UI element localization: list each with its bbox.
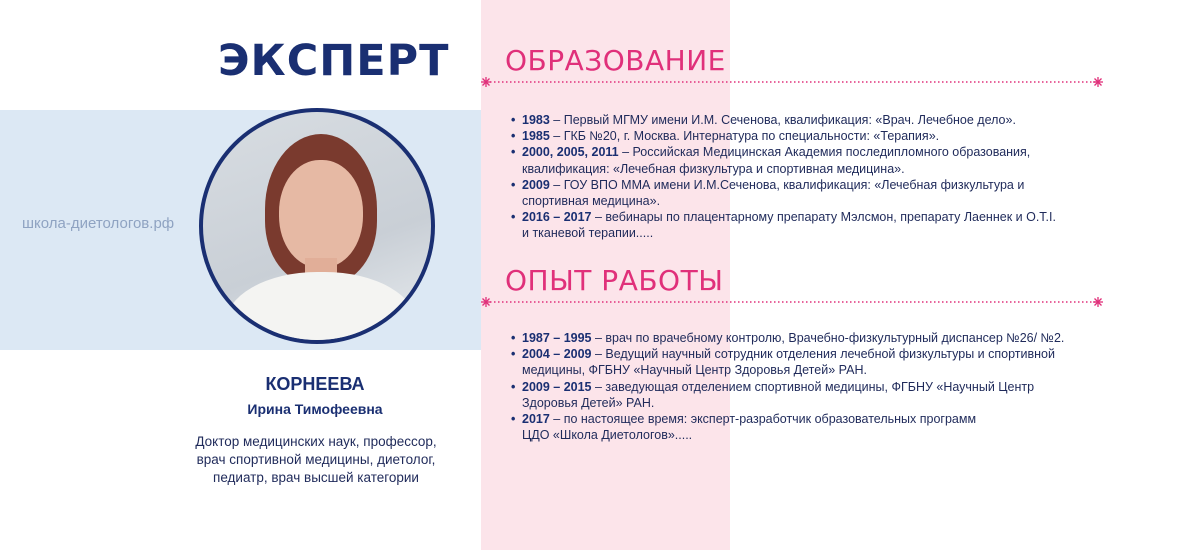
list-item: • 2017 – по настоящее время: эксперт-разработчик образовательных программ ЦДО «Школа Диетологов».....	[522, 411, 1064, 443]
expert-description	[180, 433, 452, 487]
expert-surname: КОРНЕЕВА	[265, 374, 365, 394]
experience-divider	[480, 296, 1104, 308]
list-item: • 2016 – 2017 – вебинары по плацентарному препарату Мэлсмон, препарату Лаеннек и O.T.I. и тканевой терапии.....	[522, 209, 1056, 241]
experience-title: ОПЫТ РАБОТЫ	[505, 264, 724, 297]
education-divider	[480, 76, 1104, 88]
list-item: • 1987 – 1995 – врач по врачебному контролю, Врачебно-физкультурный диспансер №26/ №2.	[522, 330, 1064, 346]
list-item: • 2004 – 2009 – Ведущий научный сотрудник отделения лечебной физкультуры и спортивной медицины, ФГБНУ «Научный Центр Здоровья Детей» РАН.	[522, 346, 1064, 378]
description-line: Доктор медицинских наук, профессор,	[195, 434, 437, 449]
experience-list	[522, 330, 1064, 443]
list-item: • 1983 – Первый МГМУ имени И.М. Сеченова, квалификация: «Врач. Лечебное дело».	[522, 112, 1056, 128]
page-heading: ЭКСПЕРТ	[218, 36, 450, 86]
education-list	[522, 112, 1056, 242]
list-item: • 2000, 2005, 2011 – Российская Медицинская Академия последипломного образования, квалификация: «Лечебная физкультура и спортивная медицина».	[522, 144, 1056, 176]
list-item: • 2009 – ГОУ ВПО ММА имени И.М.Сеченова, квалификация: «Лечебная физкультура и спортивная медицина».	[522, 177, 1056, 209]
list-item: • 1985 – ГКБ №20, г. Москва. Интернатура по специальности: «Терапия».	[522, 128, 1056, 144]
expert-photo	[199, 108, 435, 344]
photo-coat	[225, 272, 417, 344]
list-item: • 2009 – 2015 – заведующая отделением спортивной медицины, ФГБНУ «Научный Центр Здоровья Детей» РАН.	[522, 379, 1064, 411]
photo-face	[279, 160, 363, 268]
expert-name: Ирина Тимофеевна	[247, 401, 383, 417]
site-url: школа-диетологов.рф	[22, 215, 175, 232]
description-line: врач спортивной медицины, диетолог,	[196, 452, 436, 467]
education-title: ОБРАЗОВАНИЕ	[505, 44, 726, 77]
description-line: педиатр, врач высшей категории	[213, 470, 419, 485]
